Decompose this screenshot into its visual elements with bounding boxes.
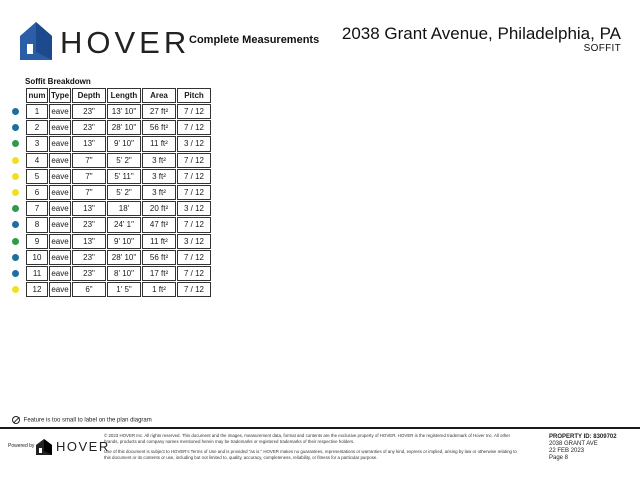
report-header — [0, 0, 640, 72]
column-header-num: num — [26, 88, 48, 103]
cell-pitch: 3 / 12 — [177, 201, 211, 216]
cell-depth: 7" — [72, 153, 106, 168]
property-meta — [549, 434, 617, 462]
cell-num: 11 — [26, 266, 48, 281]
cell-num: 5 — [26, 169, 48, 184]
row-color-dot — [12, 157, 19, 164]
cell-depth: 23" — [72, 250, 106, 265]
cell-area: 17 ft² — [142, 266, 176, 281]
cell-num: 1 — [26, 104, 48, 119]
cell-type: eave — [49, 136, 71, 151]
column-header-type: Type — [49, 88, 71, 103]
house-small-icon — [36, 439, 52, 455]
house-logo-icon — [20, 22, 54, 60]
cell-area: 20 ft² — [142, 201, 176, 216]
section-name: SOFFIT — [583, 43, 621, 54]
row-color-dot — [12, 286, 19, 293]
row-color-dot — [12, 140, 19, 147]
footnote — [12, 416, 152, 424]
row-color-dot — [12, 124, 19, 131]
cell-pitch: 7 / 12 — [177, 185, 211, 200]
cell-area: 1 ft² — [142, 282, 176, 297]
cell-depth: 7" — [72, 185, 106, 200]
hover-logo — [20, 22, 191, 62]
cell-area: 11 ft² — [142, 136, 176, 151]
row-color-dot — [12, 238, 19, 245]
cell-length: 1' 5" — [107, 282, 141, 297]
row-color-dot — [12, 189, 19, 196]
cell-length: 24' 1" — [107, 217, 141, 232]
footer-brand: HOVER — [56, 439, 110, 454]
cell-num: 4 — [26, 153, 48, 168]
table-row — [26, 153, 211, 168]
cell-pitch: 7 / 12 — [177, 282, 211, 297]
cell-depth: 23" — [72, 266, 106, 281]
cell-pitch: 7 / 12 — [177, 217, 211, 232]
cell-depth: 7" — [72, 169, 106, 184]
cell-type: eave — [49, 153, 71, 168]
table-row — [26, 266, 211, 281]
table-row — [26, 201, 211, 216]
table-row — [26, 120, 211, 135]
table-row — [26, 234, 211, 249]
cell-pitch: 7 / 12 — [177, 120, 211, 135]
cell-area: 3 ft² — [142, 185, 176, 200]
row-color-dot — [12, 221, 19, 228]
cell-num: 12 — [26, 282, 48, 297]
legal-terms: Use of this document is subject to HOVER's Terms of Use and is provided "as is." HOVER makes no guarantees, representations or warranties of any kind, express or implied, arising by law or otherwise relating to this document or its contents or use, including but not limited to, quality, accuracy, completeness, reliability, or fitness for a particular purpose. — [104, 449, 517, 460]
row-color-dot — [12, 173, 19, 180]
cell-pitch: 7 / 12 — [177, 250, 211, 265]
footnote-text: Feature is too small to label on the plan diagram — [23, 417, 152, 424]
cell-length: 5' 2" — [107, 153, 141, 168]
cell-area: 56 ft² — [142, 120, 176, 135]
table-title: Soffit Breakdown — [25, 77, 91, 86]
cell-num: 8 — [26, 217, 48, 232]
cell-num: 2 — [26, 120, 48, 135]
cell-type: eave — [49, 217, 71, 232]
cell-type: eave — [49, 120, 71, 135]
footer-divider — [0, 427, 640, 429]
cell-type: eave — [49, 104, 71, 119]
brand-name: HOVER — [60, 25, 191, 60]
property-address: 2038 Grant Avenue, Philadelphia, PA — [341, 24, 621, 43]
row-color-dot — [12, 270, 19, 277]
cell-depth: 23" — [72, 104, 106, 119]
cell-pitch: 7 / 12 — [177, 266, 211, 281]
table-row — [26, 250, 211, 265]
cell-length: 28' 10" — [107, 250, 141, 265]
table-row — [26, 282, 211, 297]
cell-type: eave — [49, 201, 71, 216]
cell-length: 9' 10" — [107, 234, 141, 249]
table-header-row — [26, 88, 211, 103]
cell-num: 6 — [26, 185, 48, 200]
legal-copyright: © 2023 HOVER Inc. All rights reserved. This document and the images, measurement data, format and contents are the exclusive property of HOVER. HOVER is the registered trademark of Hover Inc. All other brands, products and company names mentioned herein may be trademarks or registered trademarks of their respective holders. — [104, 433, 511, 444]
powered-by-label: Powered by — [8, 443, 35, 449]
soffit-breakdown-table — [25, 87, 212, 298]
property-id: PROPERTY ID: 8309702 — [549, 434, 617, 440]
cell-length: 5' 2" — [107, 185, 141, 200]
row-color-dot — [12, 254, 19, 261]
table-row — [26, 217, 211, 232]
report-title: Complete Measurements — [189, 34, 320, 46]
table-row — [26, 104, 211, 119]
cell-length: 9' 10" — [107, 136, 141, 151]
row-color-dot — [12, 108, 19, 115]
cell-type: eave — [49, 282, 71, 297]
cell-type: eave — [49, 234, 71, 249]
cell-depth: 23" — [72, 120, 106, 135]
table-row — [26, 136, 211, 151]
legal-notice — [104, 433, 524, 465]
page-number: Page 8 — [549, 455, 569, 461]
cell-length: 18' — [107, 201, 141, 216]
column-header-pitch: Pitch — [177, 88, 211, 103]
cell-length: 13' 10" — [107, 104, 141, 119]
cell-area: 3 ft² — [142, 169, 176, 184]
table-row — [26, 185, 211, 200]
cell-depth: 13" — [72, 201, 106, 216]
cell-area: 47 ft² — [142, 217, 176, 232]
property-address-short: 2038 GRANT AVE — [549, 441, 598, 447]
column-header-length: Length — [107, 88, 141, 103]
cell-depth: 23" — [72, 217, 106, 232]
cell-area: 3 ft² — [142, 153, 176, 168]
cell-pitch: 7 / 12 — [177, 153, 211, 168]
cell-type: eave — [49, 185, 71, 200]
report-date: 22 FEB 2023 — [549, 448, 585, 454]
cell-num: 9 — [26, 234, 48, 249]
cell-pitch: 3 / 12 — [177, 136, 211, 151]
cell-length: 28' 10" — [107, 120, 141, 135]
cell-length: 5' 11" — [107, 169, 141, 184]
cell-area: 11 ft² — [142, 234, 176, 249]
cell-pitch: 7 / 12 — [177, 104, 211, 119]
powered-by-hover — [8, 439, 110, 455]
column-header-depth: Depth — [72, 88, 106, 103]
cell-depth: 13" — [72, 234, 106, 249]
not-labeled-icon — [12, 416, 20, 424]
cell-pitch: 7 / 12 — [177, 169, 211, 184]
cell-num: 10 — [26, 250, 48, 265]
cell-type: eave — [49, 250, 71, 265]
cell-pitch: 3 / 12 — [177, 234, 211, 249]
cell-depth: 6" — [72, 282, 106, 297]
cell-length: 8' 10" — [107, 266, 141, 281]
cell-type: eave — [49, 169, 71, 184]
cell-area: 56 ft² — [142, 250, 176, 265]
cell-type: eave — [49, 266, 71, 281]
cell-depth: 13" — [72, 136, 106, 151]
row-color-dot — [12, 205, 19, 212]
table-row — [26, 169, 211, 184]
cell-num: 3 — [26, 136, 48, 151]
cell-area: 27 ft² — [142, 104, 176, 119]
cell-num: 7 — [26, 201, 48, 216]
column-header-area: Area — [142, 88, 176, 103]
